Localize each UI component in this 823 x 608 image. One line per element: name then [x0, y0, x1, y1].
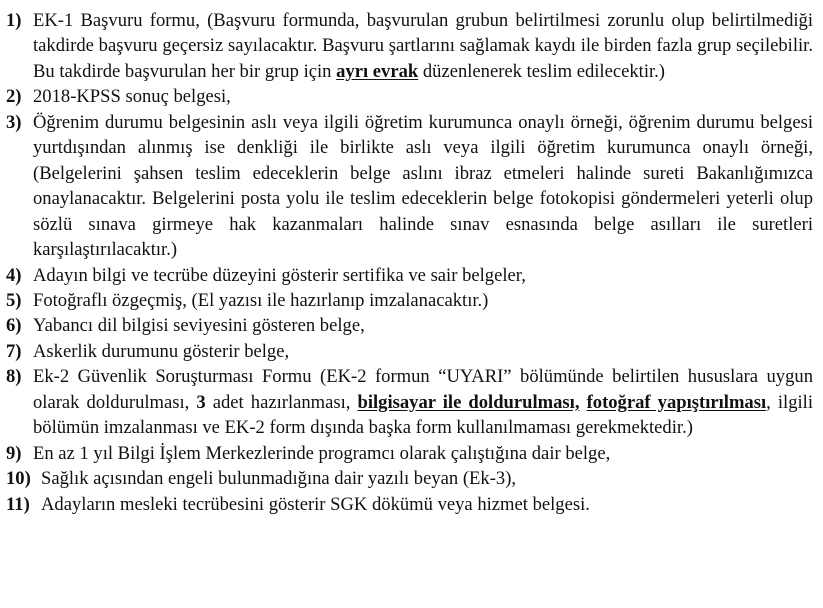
item-text	[33, 8, 813, 84]
item-number: 8)	[6, 366, 22, 388]
list-item-1	[6, 8, 813, 84]
list-item-7	[6, 339, 813, 364]
item-text: Adayların mesleki tecrübesini gösterir SGK dökümü veya hizmet belgesi.	[41, 493, 590, 515]
item-text-part: Ek-2 Güvenlik Soruşturması Formu (EK-2 formun “UYARI” bölümünde belirtilen hususlara uygun olarak doldurulması,	[33, 366, 813, 413]
item-text: Askerlik durumunu gösterir belge,	[33, 340, 290, 362]
item-text: Fotoğraflı özgeçmiş, (El yazısı ile hazırlanıp imzalanacaktır.)	[33, 289, 489, 311]
list-item-9	[6, 441, 813, 466]
list-item-10	[6, 466, 813, 491]
list-item-11	[6, 492, 813, 517]
item-text: 2018-KPSS sonuç belgesi,	[33, 86, 231, 108]
list-item-3	[6, 110, 813, 263]
item-number: 7)	[6, 340, 22, 362]
item-number: 4)	[6, 264, 22, 286]
item-text-part: düzenlenerek teslim edilecektir.)	[418, 60, 665, 82]
item-text: Sağlık açısından engeli bulunmadığına dair yazılı beyan (Ek-3),	[41, 468, 517, 490]
item-number: 9)	[6, 442, 22, 464]
item-number: 10)	[6, 468, 31, 490]
item-number: 3)	[6, 111, 22, 133]
item-text	[33, 364, 813, 440]
emphasis-text: bilgisayar ile doldurulması,	[357, 391, 580, 413]
item-text-space	[580, 392, 587, 413]
bold-count: 3	[196, 391, 206, 413]
item-text: En az 1 yıl Bilgi İşlem Merkezlerinde programcı olarak çalıştığına dair belge,	[33, 442, 611, 464]
list-item-6	[6, 313, 813, 338]
list-item-2	[6, 84, 813, 109]
list-item-4	[6, 263, 813, 288]
item-text-part: , ilgili bölümün imzalanması ve EK-2 form dışında başka form kullanılmaması gerekmektedir.)	[33, 391, 813, 439]
item-number: 6)	[6, 315, 22, 337]
item-text-part: EK-1 Başvuru formu, (Başvuru formunda, başvurulan grubun belirtilmesi zorunlu olup belirtilmediği takdirde başvuru geçersiz sayılacaktır. Başvuru şartlarını sağlamak kaydı ile birden fazla grup seçilebilir. Bu takdirde başvurulan her bir grup için	[33, 10, 813, 82]
item-number: 1)	[6, 10, 22, 31]
item-number: 2)	[6, 86, 22, 108]
list-item-8	[6, 364, 813, 440]
emphasis-text: ayrı evrak	[336, 60, 419, 82]
item-number: 11)	[6, 493, 30, 515]
item-text: Adayın bilgi ve tecrübe düzeyini gösterir sertifika ve sair belgeler,	[33, 264, 526, 286]
item-number: 5)	[6, 289, 22, 311]
document-body	[6, 8, 813, 517]
item-text: Yabancı dil bilgisi seviyesini gösteren belge,	[33, 315, 365, 337]
item-text: Öğrenim durumu belgesinin aslı veya ilgili öğretim kurumunca onaylı örneği, öğrenim durumu belgesi yurtdışından alınmış ise denkliği ile birlikte aslı veya ilgili öğretim kurumunca onaylı örneği, (Belgelerini şahsen teslim edeceklerin belge aslını ibraz etmeleri halinde sureti Bakanlığımızca onaylanacaktır. Belgelerini posta yolu ile teslim edeceklerin belge fotokopisi göndermeleri yeterli olup sözlü sınava girmeye hak kazanmaları halinde sınav esnasında belge asılları ile suretleri karşılaştırılacaktır.)	[33, 111, 813, 261]
item-text-part: adet hazırlanması,	[205, 391, 358, 413]
list-item-5	[6, 288, 813, 313]
emphasis-text: fotoğraf yapıştırılması	[586, 391, 767, 413]
